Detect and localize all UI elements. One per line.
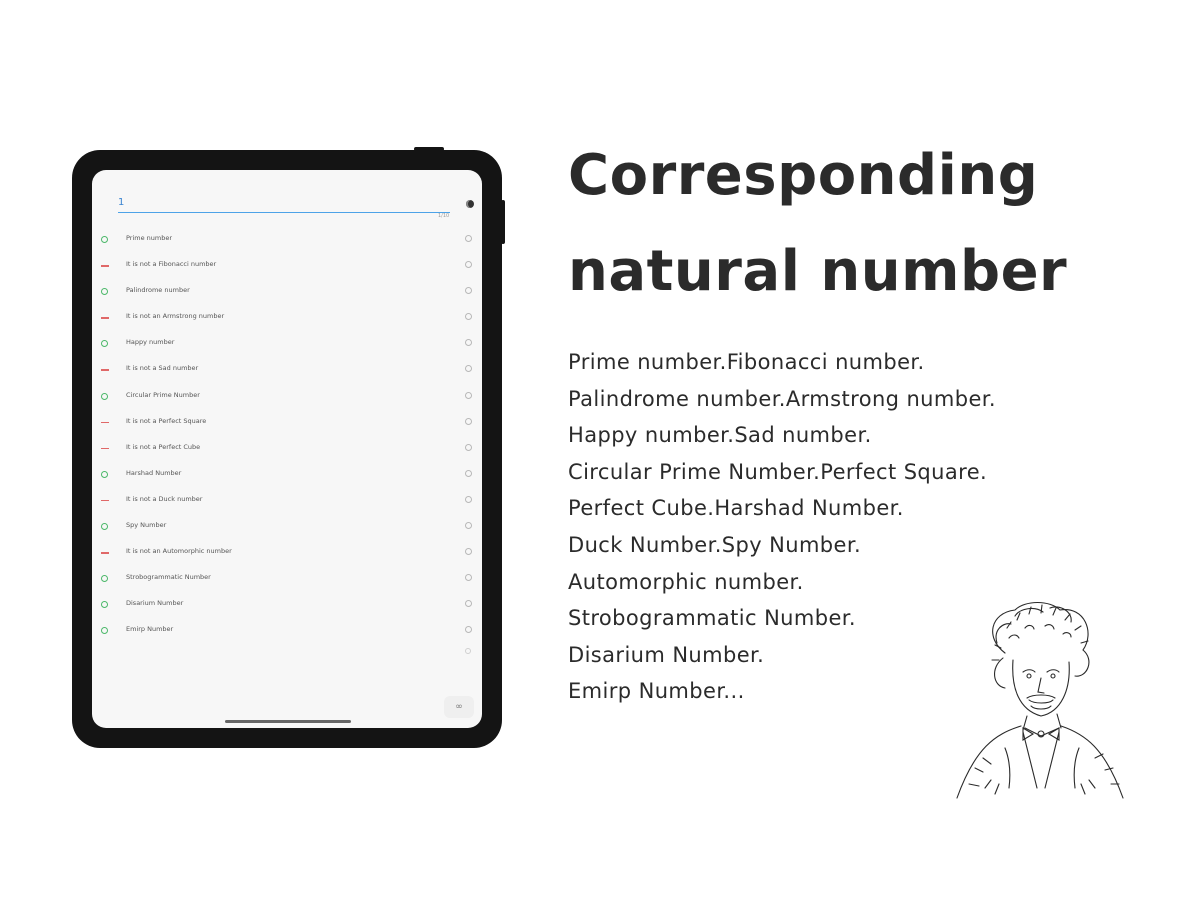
result-row[interactable]	[92, 280, 482, 306]
result-label: Spy Number	[126, 521, 167, 530]
feature-line: Happy number.Sad number.	[568, 423, 872, 448]
share-link-button[interactable]	[444, 696, 474, 718]
info-icon[interactable]	[465, 418, 472, 425]
result-label: Strobogrammatic Number	[126, 573, 211, 582]
info-icon[interactable]	[465, 600, 472, 607]
feature-list	[568, 344, 996, 710]
result-label: Palindrome number	[126, 286, 190, 295]
check-circle-icon	[101, 523, 108, 530]
home-indicator	[225, 720, 351, 723]
result-list	[92, 228, 482, 646]
result-row[interactable]	[92, 489, 482, 515]
headline	[568, 128, 1188, 320]
result-label: Circular Prime Number	[126, 390, 200, 399]
minus-icon	[101, 422, 109, 424]
char-counter: 1/10	[438, 213, 450, 219]
result-label: It is not an Automorphic number	[126, 547, 232, 556]
feature-line: Automorphic number.	[568, 569, 804, 594]
result-label: Disarium Number	[126, 599, 184, 608]
portrait-illustration	[945, 598, 1130, 813]
check-circle-icon	[101, 236, 108, 243]
headline-line-1: Corresponding	[568, 143, 1039, 208]
result-row[interactable]	[92, 437, 482, 463]
result-label: Emirp Number	[126, 625, 174, 634]
result-row[interactable]	[92, 385, 482, 411]
feature-line: Palindrome number.Armstrong number.	[568, 386, 996, 411]
number-input[interactable]	[118, 192, 450, 214]
result-row[interactable]	[92, 332, 482, 358]
result-label: It is not a Duck number	[126, 494, 203, 503]
loading-dot-icon	[465, 648, 471, 654]
link-icon: ∞	[455, 702, 463, 712]
feature-line: Emirp Number...	[568, 679, 745, 704]
minus-icon	[101, 317, 109, 319]
number-input-wrapper	[118, 190, 450, 213]
check-circle-icon	[101, 575, 108, 582]
result-label: It is not a Fibonacci number	[126, 260, 217, 269]
minus-icon	[101, 552, 109, 554]
info-icon[interactable]	[465, 313, 472, 320]
info-icon[interactable]	[465, 261, 472, 268]
language-icon[interactable]	[466, 200, 474, 208]
feature-line: Duck Number.Spy Number.	[568, 532, 862, 557]
check-circle-icon	[101, 393, 108, 400]
result-label: It is not a Sad number	[126, 364, 199, 373]
result-row[interactable]	[92, 567, 482, 593]
info-icon[interactable]	[465, 287, 472, 294]
feature-line: Disarium Number.	[568, 642, 765, 667]
info-icon[interactable]	[465, 235, 472, 242]
feature-line: Prime number.Fibonacci number.	[568, 350, 925, 374]
result-row[interactable]	[92, 306, 482, 332]
info-icon[interactable]	[465, 365, 472, 372]
check-circle-icon	[101, 601, 108, 608]
feature-line: Perfect Cube.Harshad Number.	[568, 496, 904, 521]
result-row[interactable]	[92, 411, 482, 437]
info-icon[interactable]	[465, 339, 472, 346]
result-label: Harshad Number	[126, 468, 182, 477]
minus-icon	[101, 448, 109, 450]
result-row[interactable]	[92, 541, 482, 567]
app-screen	[92, 170, 482, 728]
result-row[interactable]	[92, 228, 482, 254]
info-icon[interactable]	[465, 574, 472, 581]
result-label: It is not an Armstrong number	[126, 312, 225, 321]
result-row[interactable]	[92, 619, 482, 645]
check-circle-icon	[101, 288, 108, 295]
minus-icon	[101, 500, 109, 502]
info-icon[interactable]	[465, 444, 472, 451]
minus-icon	[101, 369, 109, 371]
feature-line: Circular Prime Number.Perfect Square.	[568, 459, 988, 484]
info-icon[interactable]	[465, 392, 472, 399]
result-row[interactable]	[92, 358, 482, 384]
info-icon[interactable]	[465, 548, 472, 555]
check-circle-icon	[101, 340, 108, 347]
result-label: Happy number	[126, 338, 175, 347]
result-row[interactable]	[92, 254, 482, 280]
info-icon[interactable]	[465, 470, 472, 477]
result-label: It is not a Perfect Cube	[126, 442, 201, 451]
info-icon[interactable]	[465, 522, 472, 529]
check-circle-icon	[101, 627, 108, 634]
result-label: Prime number	[126, 234, 173, 242]
headline-line-2: natural number	[568, 239, 1068, 304]
result-label: It is not a Perfect Square	[126, 416, 207, 425]
info-icon[interactable]	[465, 626, 472, 633]
info-icon[interactable]	[465, 496, 472, 503]
feature-line: Strobogrammatic Number.	[568, 606, 856, 631]
result-row[interactable]	[92, 463, 482, 489]
result-row[interactable]	[92, 593, 482, 619]
check-circle-icon	[101, 471, 108, 478]
result-row[interactable]	[92, 515, 482, 541]
minus-icon	[101, 265, 109, 267]
